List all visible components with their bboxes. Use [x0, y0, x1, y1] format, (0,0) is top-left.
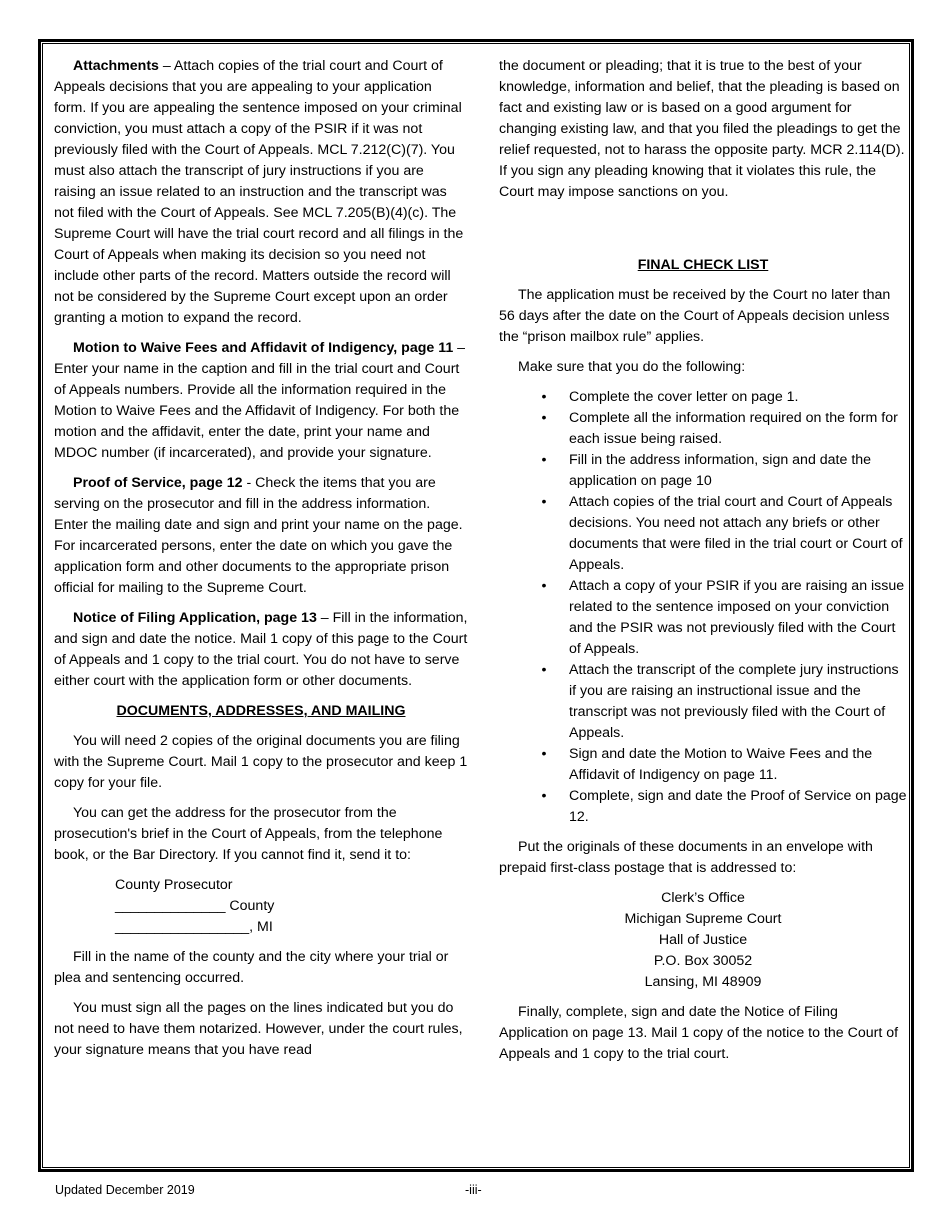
motion-section: [54, 338, 468, 464]
finally-paragraph: Finally, complete, sign and date the Notice of Filing Application on page 13. Mail 1 copy of the notice to the Court of Appeals and 1 copy to the trial court.: [499, 1004, 899, 1062]
court-address-line: Michigan Supreme Court: [624, 911, 782, 927]
checklist: [499, 387, 907, 828]
checklist-item-text: Attach a copy of your PSIR if you are raising an issue related to the sentence imposed on your conviction and the PSIR was not previously filed with the Court of Appeals.: [569, 578, 905, 657]
proof-title: Proof of Service, page 12: [73, 475, 243, 491]
bullet-icon: •: [541, 494, 547, 510]
bullet-icon: •: [541, 746, 547, 762]
originals-paragraph: Put the originals of these documents in an envelope with prepaid first-class postage that is addressed to:: [499, 839, 873, 876]
left-column: [54, 56, 468, 1070]
bullet-icon: •: [541, 410, 547, 426]
address-paragraph: You can get the address for the prosecutor from the prosecution's brief in the Court of Appeals, from the telephone book, or the Bar Directory. If you cannot find it, send it to:: [54, 805, 443, 863]
court-address-line: Hall of Justice: [658, 932, 748, 948]
checklist-item-text: Complete, sign and date the Proof of Service on page 12.: [569, 788, 907, 825]
prosecutor-address-line: County Prosecutor: [115, 877, 233, 893]
checklist-item: [499, 450, 907, 492]
court-address: [499, 888, 907, 993]
checklist-item: [499, 660, 907, 744]
motion-text: – Enter your name in the caption and fill in the trial court and Court of Appeals numbers. Provide all the information required in the Motion to Waive Fees and the Affidavit of Indigency. For both the motion and the affidavit, enter the date, print your name and MDOC number (if incarcerated), and provide your signature.: [54, 340, 466, 461]
prosecutor-address-line: _________________, MI: [115, 919, 273, 935]
footer-page-number: -iii-: [465, 1183, 482, 1197]
checklist-item-text: Complete all the information required on the form for each issue being raised.: [569, 410, 898, 447]
checklist-item-text: Attach the transcript of the complete jury instructions if you are raising an instructional issue and the transcript was not previously filed with the Court of Appeals.: [569, 662, 899, 741]
copies-paragraph: You will need 2 copies of the original documents you are filing with the Supreme Court. Mail 1 copy to the prosecutor and keep 1 copy for your file.: [54, 733, 468, 791]
checklist-item-text: Fill in the address information, sign and date the application on page 10: [569, 452, 872, 489]
checklist-item: [499, 576, 907, 660]
checklist-item-text: Sign and date the Motion to Waive Fees and the Affidavit of Indigency on page 11.: [569, 746, 873, 783]
proof-text: - Check the items that you are serving on the prosecutor and fill in the address information. Enter the mailing date and sign and print your name on the page. For incarcerated persons, enter the date on which you gave the application form and other documents to the appropriate prison official for mailing to the Supreme Court.: [54, 475, 463, 596]
prosecutor-address-line: ______________ County: [115, 898, 275, 914]
checklist-item: [499, 492, 907, 576]
documents-heading: DOCUMENTS, ADDRESSES, AND MAILING: [116, 703, 406, 719]
notice-title: Notice of Filing Application, page 13: [73, 610, 317, 626]
checklist-item: [499, 744, 907, 786]
county-paragraph: Fill in the name of the county and the city where your trial or plea and sentencing occurred.: [54, 949, 449, 986]
motion-title: Motion to Waive Fees and Affidavit of Indigency, page 11: [73, 340, 454, 356]
bullet-icon: •: [541, 389, 547, 405]
footer-updated: Updated December 2019: [55, 1183, 195, 1197]
bullet-icon: •: [541, 452, 547, 468]
court-address-line: Lansing, MI 48909: [644, 974, 762, 990]
checklist-item: [499, 408, 907, 450]
attachments-section: [54, 56, 468, 329]
deadline-paragraph: The application must be received by the Court no later than 56 days after the date on the Court of Appeals decision unless the “prison mailbox rule” applies.: [499, 287, 891, 345]
notice-section: [54, 608, 468, 692]
checklist-item-text: Complete the cover letter on page 1.: [569, 389, 799, 405]
bullet-icon: •: [541, 788, 547, 804]
attachments-text: – Attach copies of the trial court and Court of Appeals decisions that you are appealing to your application form. If you are appealing the sentence imposed on your criminal conviction, you must attach a copy of the PSIR if it was not previously filed with the Court of Appeals. MCL 7.212(C)(7). You must also attach the transcript of jury instructions if you are raising an issue related to an instruction and the transcript was not filed with the Court of Appeals. See MCL 7.205(B)(4)(c). The Supreme Court will have the trial court record and all filings in the Court of Appeals when making its decision so you need not include other parts of the record. Matters outside the record will not be considered by the Supreme Court except upon an order granting a motion to expand the record.: [54, 58, 464, 326]
proof-section: [54, 473, 468, 599]
bullet-icon: •: [541, 578, 547, 594]
court-address-line: Clerk’s Office: [661, 890, 745, 906]
make-sure-paragraph: Make sure that you do the following:: [518, 359, 746, 375]
checklist-item: [499, 786, 907, 828]
final-checklist-heading: FINAL CHECK LIST: [637, 257, 769, 273]
bullet-icon: •: [541, 662, 547, 678]
checklist-item-text: Attach copies of the trial court and Court of Appeals decisions. You need not attach any briefs or other documents that were filed in the trial court or Court of Appeals.: [569, 494, 903, 573]
sign-paragraph: You must sign all the pages on the lines indicated but you do not need to have them notarized. However, under the court rules, your signature means that you have read: [54, 1000, 463, 1058]
continuation-paragraph: the document or pleading; that it is true to the best of your knowledge, information and belief, that the pleading is based on fact and existing law or is based on a good argument for changing existing law, and that you filed the pleadings to get the relief requested, not to harass the opposite party. MCR 2.114(D). If you sign any pleading knowing that it violates this rule, the Court may impose sanctions on you.: [499, 58, 905, 200]
notice-text: – Fill in the information, and sign and date the notice. Mail 1 copy of this page to the Court of Appeals and 1 copy to the trial court. You do not have to serve either court with the application form or other documents.: [54, 610, 468, 689]
checklist-item: [499, 387, 907, 408]
right-column: [499, 56, 907, 1074]
court-address-line: P.O. Box 30052: [653, 953, 753, 969]
attachments-title: Attachments: [73, 58, 159, 74]
prosecutor-address: [54, 875, 468, 938]
